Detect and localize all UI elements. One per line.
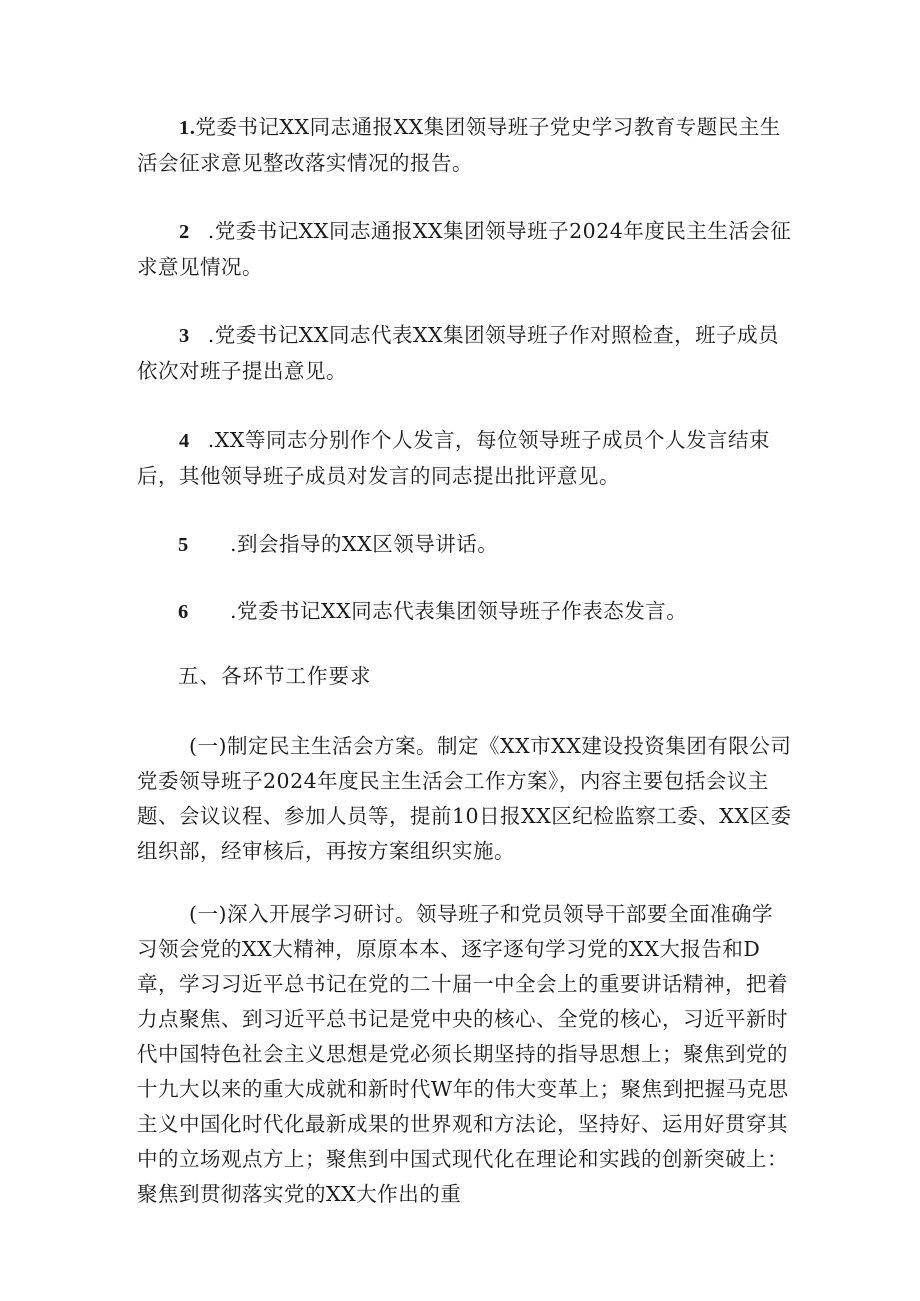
item-number: 2 [179, 221, 190, 243]
requirement-paragraph-2 [137, 897, 792, 1212]
item-text: .党委书记XX同志通报XX集团领导班子2024年度民主生活会征求意见情况。 [137, 219, 792, 279]
item-text: .到会指导的XX区领导讲话。 [230, 532, 499, 556]
agenda-item-4 [137, 423, 792, 494]
item-text: .党委书记XX同志代表XX集团领导班子作对照检查，班子成员依次对班子提出意见。 [137, 323, 780, 383]
item-text: .XX等同志分别作个人发言，每位领导班子成员个人发言结束后，其他领导班子成员对发言的同志提出批评意见。 [137, 428, 770, 488]
paragraph-text: (一)深入开展学习研讨。领导班子和党员领导干部要全面准确学习领会党的XX大精神，原原本本、逐字逐句学习党的XX大报告和D章，学习习近平总书记在党的二十届一中全会上的重要讲话精神，把着力点聚焦、到习近平总书记是党中央的核心、全党的核心，习近平新时代中国特色社会主义思想是党必须长期坚持的指导思想上；聚焦到党的十九大以来的重大成就和新时代W年的伟大变革上；聚焦到把握马克思主义中国化时代化最新成果的世界观和方法论，坚持好、运用好贯穿其中的立场观点方上；聚焦到中国式现代化在理论和实践的创新突破上：聚焦到贯彻落实党的XX大作出的重 [137, 902, 789, 1206]
item-number: 1. [179, 117, 196, 139]
agenda-item-1 [137, 110, 792, 181]
item-number: 5 [178, 534, 189, 556]
requirement-paragraph-1 [137, 729, 792, 869]
agenda-item-3 [137, 318, 792, 389]
item-number: 4 [179, 430, 190, 452]
paragraph-text: (一)制定民主生活会方案。制定《XX市XX建设投资集团有限公司党委领导班子2024年度民主生活会工作方案》，内容主要包括会议主题、会议议程、参加人员等，提前10日报XX区纪检监察工委、XX区委组织部，经审核后，再按方案组织实施。 [137, 734, 792, 863]
item-number: 6 [178, 601, 189, 623]
agenda-item-6 [178, 594, 687, 630]
agenda-item-5 [178, 527, 498, 563]
agenda-item-2 [137, 214, 792, 285]
item-number: 3 [179, 325, 190, 347]
item-text: 党委书记XX同志通报XX集团领导班子党史学习教育专题民主生活会征求意见整改落实情况的报告。 [137, 115, 781, 175]
section-heading: 五、各环节工作要求 [178, 664, 372, 688]
item-text: .党委书记XX同志代表集团领导班子作表态发言。 [230, 599, 688, 623]
